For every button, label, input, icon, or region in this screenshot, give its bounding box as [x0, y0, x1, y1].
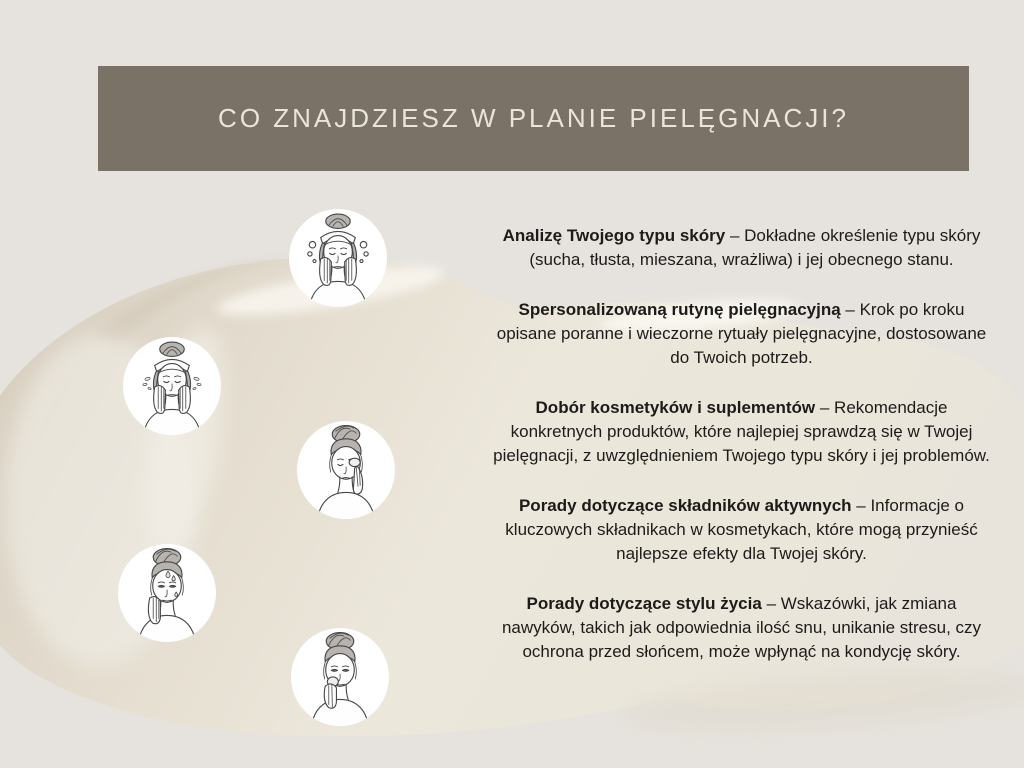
plan-item — [488, 494, 995, 566]
plan-item-description: – Wskazówki, jak zmiana nawyków, takich jak odpowiednia ilość snu, unikanie stresu, czy ochrona przed słońcem, może wpłynąć na kondycję skóry. — [501, 594, 982, 661]
illustration-serum-drops — [118, 544, 216, 642]
cheek-pad-icon — [291, 628, 389, 726]
header-banner — [98, 66, 969, 171]
plan-item-description: – Rekomendacje konkretnych produktów, które najlepiej sprawdzą się w Twojej pielęgnacji, z uwzględnieniem Twojego typu skóry i jej problemów. — [493, 398, 990, 465]
plan-item-title: Dobór kosmetyków i suplementów — [535, 398, 816, 417]
plan-item-description: – Dokładne określenie typu skóry (sucha, tłusta, mieszana, wrażliwa) i jej obecnego stanu. — [529, 226, 981, 269]
eye-pad-icon — [297, 421, 395, 519]
illustration-eye-pad — [297, 421, 395, 519]
plan-item — [488, 298, 995, 370]
plan-item-title: Porady dotyczące stylu życia — [526, 594, 762, 613]
face-wash-water-icon — [123, 337, 221, 435]
illustration-cheek-pad — [291, 628, 389, 726]
plan-item — [488, 396, 995, 468]
serum-drops-icon — [118, 544, 216, 642]
illustration-face-wash-foam — [289, 209, 387, 307]
plan-item — [488, 592, 995, 664]
page-title: CO ZNAJDZIESZ W PLANIE PIELĘGNACJI? — [218, 103, 849, 133]
plan-item-description: – Krok po kroku opisane poranne i wieczorne rytuały pielęgnacyjne, dostosowane do Twoich potrzeb. — [496, 300, 987, 367]
plan-items-list — [488, 224, 995, 664]
plan-item — [488, 224, 995, 272]
plan-item-title: Analizę Twojego typu skóry — [502, 226, 726, 245]
plan-item-title: Spersonalizowaną rutynę pielęgnacyjną — [518, 300, 841, 319]
illustration-face-wash-water — [123, 337, 221, 435]
face-wash-foam-icon — [289, 209, 387, 307]
plan-item-title: Porady dotyczące składników aktywnych — [518, 496, 852, 515]
plan-item-description: – Informacje o kluczowych składnikach w kosmetykach, które mogą przynieść najlepsze efekty dla Twojej skóry. — [505, 496, 978, 563]
